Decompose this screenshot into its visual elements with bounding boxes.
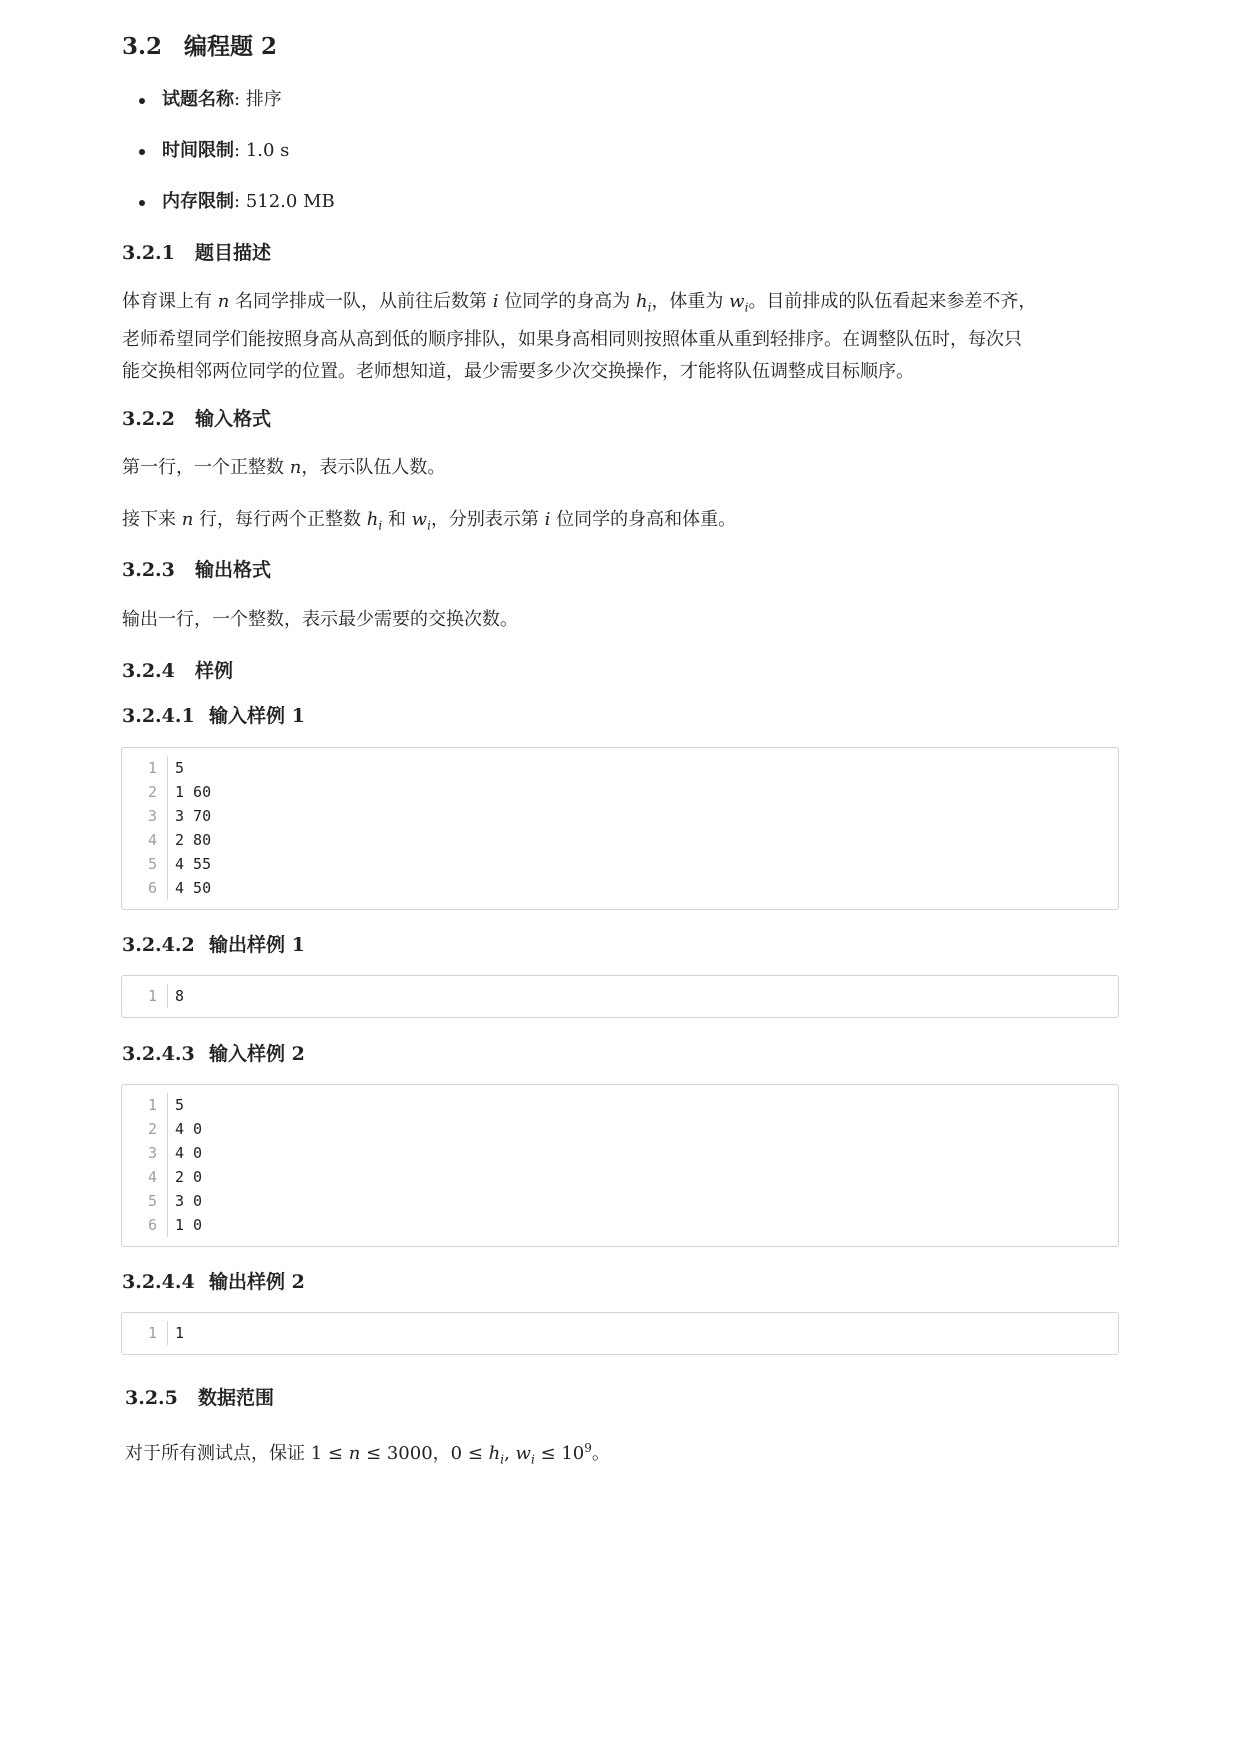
section-title: 编程题 2 <box>184 33 278 60</box>
meta-item-time-limit: 时间限制: 1.0 s <box>122 135 335 186</box>
sample-input-1-heading: 3.2.4.1 输入样例 1 <box>122 705 305 727</box>
code-line: 5 4 55 <box>122 852 1118 876</box>
code-line: 1 5 <box>122 1093 1118 1117</box>
sample-input-2-code <box>121 1084 1119 1247</box>
section-heading <box>122 28 277 61</box>
input-format-line-2: 接下来 n 行，每行两个正整数 $h_i$ 和 $w_i$，分别表示第 i 位同学的身高和体重。 <box>122 509 737 533</box>
output-format-heading: 3.2.3 输出格式 <box>122 559 272 581</box>
code-line: 6 1 0 <box>122 1213 1118 1237</box>
input-format-line-1: 第一行，一个正整数 n，表示队伍人数。 <box>122 457 446 478</box>
code-line: 5 3 0 <box>122 1189 1118 1213</box>
code-line: 4 2 0 <box>122 1165 1118 1189</box>
data-range-heading: 3.2.5 数据范围 <box>125 1387 275 1409</box>
sample-input-1-code <box>121 747 1119 910</box>
code-line: 2 4 0 <box>122 1117 1118 1141</box>
problem-meta-list <box>122 84 335 237</box>
code-line: 1 5 <box>122 756 1118 780</box>
code-line: 4 2 80 <box>122 828 1118 852</box>
data-range-paragraph: 对于所有测试点，保证 1 ≤ n ≤ 3000，$0 \le h_i$, $w_i \le 10^9$。 <box>125 1441 610 1467</box>
meta-item-name: 试题名称: 排序 <box>122 84 335 135</box>
sample-output-1-code <box>121 975 1119 1018</box>
samples-heading: 3.2.4 样例 <box>122 660 234 682</box>
meta-item-memory-limit: 内存限制: 512.0 MB <box>122 186 335 237</box>
sample-output-1-heading: 3.2.4.2 输出样例 1 <box>122 934 305 956</box>
code-line: 3 4 0 <box>122 1141 1118 1165</box>
sample-output-2-heading: 3.2.4.4 输出样例 2 <box>122 1271 305 1293</box>
code-line: 3 3 70 <box>122 804 1118 828</box>
output-format-paragraph: 输出一行，一个整数，表示最少需要的交换次数。 <box>122 609 518 630</box>
sample-output-2-code <box>121 1312 1119 1355</box>
sample-input-2-heading: 3.2.4.3 输入样例 2 <box>122 1043 305 1065</box>
description-paragraph: 体育课上有 n 名同学排成一队，从前往后数第 i 位同学的身高为 $h_i$，体重为 $w_i$。目前排成的队伍看起来参差不齐， 老师希望同学们能按照身高从高到低的顺序排队，如果身高相同则按照体重从重到轻排序。在调整队伍时，每次只 能交换相邻两位同学的位置。老师想知道，最少需要多少次交换操作，才能将队伍调整成目标顺序。 <box>122 291 1037 382</box>
code-line: 1 8 <box>122 984 1118 1008</box>
code-line: 6 4 50 <box>122 876 1118 900</box>
section-number: 3.2 <box>122 33 163 60</box>
code-line: 2 1 60 <box>122 780 1118 804</box>
description-heading: 3.2.1 题目描述 <box>122 242 272 264</box>
input-format-heading: 3.2.2 输入格式 <box>122 408 272 430</box>
code-line: 1 1 <box>122 1321 1118 1345</box>
